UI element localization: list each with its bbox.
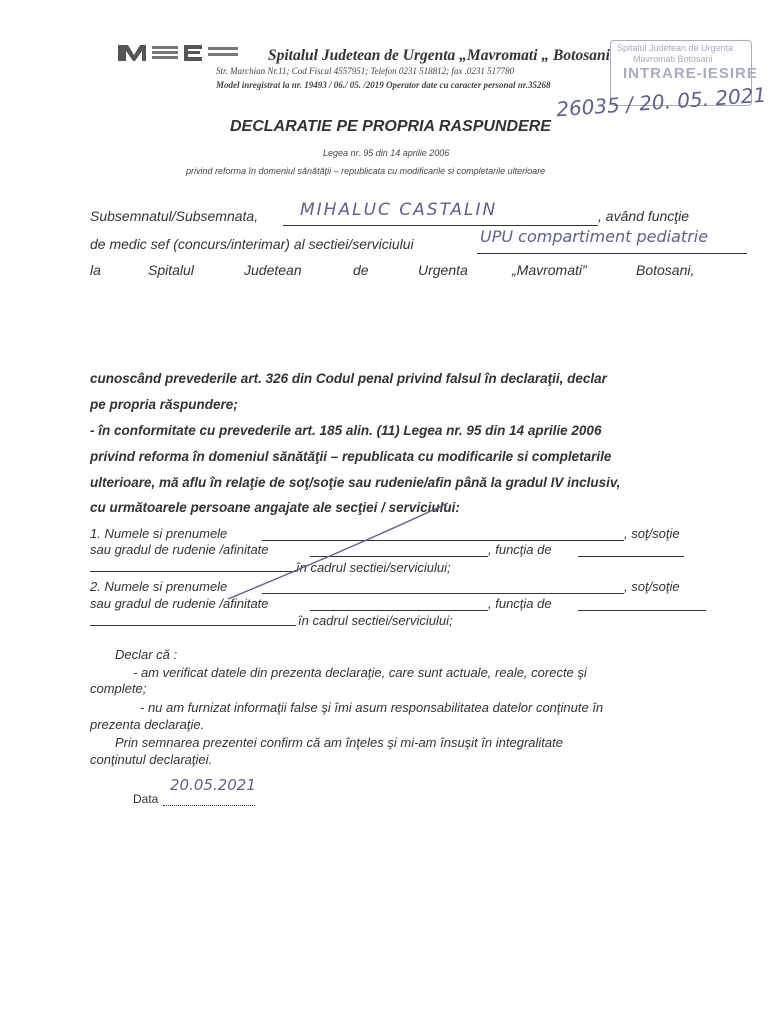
line3-w7: Botosani, — [636, 262, 695, 278]
para2-line3: - în conformitate cu prevederile art. 185 alin. (11) Legea nr. 95 din 14 aprilie 2006 — [90, 423, 602, 438]
declar-item2-b: prezenta declaraţie. — [90, 717, 205, 732]
ministry-logo — [118, 43, 248, 63]
subsemnatul-label: Subsemnatul/Subsemnata, — [90, 208, 259, 224]
para2-line5: ulterioare, mă aflu în relaţie de soţ/soţie sau rudenie/afin până la gradul IV inclusiv, — [90, 475, 621, 490]
section-field-line — [477, 253, 747, 254]
declar-intro: Declar că : — [115, 647, 178, 662]
para2-line2: pe propria răspundere; — [90, 397, 238, 412]
line3-w3: Judetean — [244, 262, 302, 278]
person2-degree-label: sau gradul de rudenie /afinitate — [90, 596, 269, 611]
declar-item3-a: Prin semnarea prezentei confirm că am înţeles şi mi-am însuşit în integralitate — [115, 735, 563, 750]
person2-dept-label: în cadrul sectiei/serviciului; — [298, 613, 453, 628]
hospital-name: Spitalul Judetean de Urgenta „Mavromati „ Botosani — [268, 47, 610, 64]
declar-item1-b: complete; — [90, 681, 147, 696]
section-handwritten: UPU compartiment pediatrie — [480, 227, 709, 246]
person2-name-label: 2. Numele si prenumele — [90, 579, 228, 594]
line3-w4: de — [353, 262, 369, 278]
person1-dept-label: în cadrul sectiei/serviciului; — [296, 560, 451, 575]
person1-name-label: 1. Numele si prenumele — [90, 526, 228, 541]
declar-item2-a: - nu am furnizat informaţii false şi îmi asum responsabilitatea datelor conţinute în — [140, 700, 604, 715]
person1-function-label: , funcţia de — [488, 542, 552, 557]
line3-w5: Urgenta — [418, 262, 468, 278]
line3-w1: la — [90, 262, 101, 278]
document-title: DECLARATIE PE PROPRIA RASPUNDERE — [230, 118, 551, 135]
line3-w6: „Mavromati” — [512, 262, 587, 278]
person1-spouse-label: , soţ/soţie — [624, 526, 680, 541]
law-reference: Legea nr. 95 din 14 aprilie 2006 — [323, 148, 450, 158]
cross-out-line — [220, 495, 460, 605]
person2-dept-line — [90, 625, 296, 626]
date-label: Data — [133, 792, 159, 806]
line3-w2: Spitalul — [148, 262, 194, 278]
model-registration: Model inregistrat la nr. 19493 / 06./ 05. /2019 Operator date cu caracter personal nr.35268 — [216, 80, 551, 90]
medic-sef-label: de medic sef (concurs/interimar) al sectiei/serviciului — [90, 236, 414, 252]
name-handwritten: MIHALUC CASTALIN — [300, 200, 498, 220]
date-handwritten: 20.05.2021 — [170, 776, 256, 794]
person2-degree-line — [310, 610, 488, 611]
para2-line6: cu următoarele persoane angajate ale secţiei / serviciului: — [90, 500, 460, 515]
law-subtitle: privind reforma în domeniul sănătăţii – republicata cu modificarile si completarile ulterioare — [186, 166, 546, 176]
hospital-address: Str. Marchian Nr.11; Cod Fiscal 4557951; Telefon 0231 518812; fax .0231 517780 — [216, 66, 515, 76]
para2-line4: privind reforma în domeniul sănătăţii – republicata cu modificarile si completarile — [90, 449, 612, 464]
date-dotted-line — [163, 805, 255, 806]
para2-line1: cunoscând prevederile art. 326 din Codul penal privind falsul în declaraţii, declar — [90, 371, 607, 386]
person1-degree-label: sau gradul de rudenie /afinitate — [90, 542, 269, 557]
stamp-handwritten-number: 26035 / 20. 05. 2021 — [555, 82, 767, 122]
declar-item3-b: conţinutul declaraţiei. — [90, 752, 213, 767]
person2-spouse-label: , soţ/soţie — [624, 579, 680, 594]
registration-stamp: Spitalul Judetean de Urgenta Mavromati Botosani INTRARE-IESIRE — [610, 40, 752, 106]
person2-function-line — [578, 610, 706, 611]
function-label: , având funcţie — [598, 208, 690, 224]
name-field-line — [283, 225, 598, 226]
declar-item1-a: - am verificat datele din prezenta declaraţie, care sunt actuale, reale, corecte şi — [133, 665, 587, 680]
person1-function-line — [578, 556, 684, 557]
person2-function-label: , funcţia de — [488, 596, 552, 611]
